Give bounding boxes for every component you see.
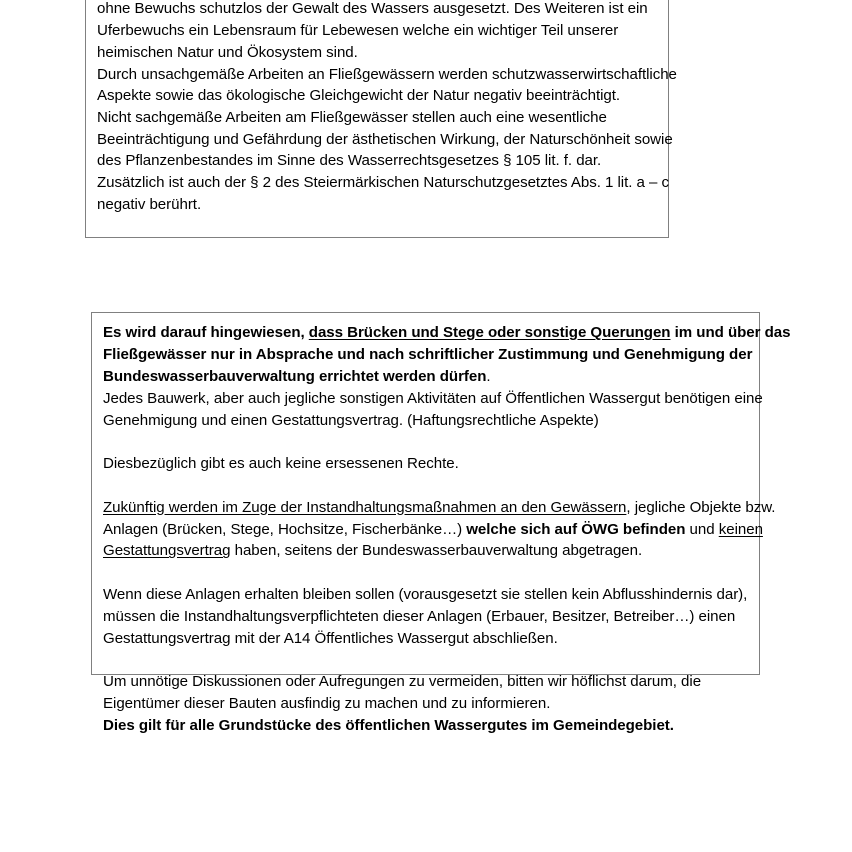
text-run: Bundeswasserbauverwaltung errichtet werden dürfen bbox=[103, 367, 487, 385]
notice-paragraph-2 bbox=[103, 388, 763, 432]
text-line: Nicht sachgemäße Arbeiten am Fließgewässer stellen auch eine wesentliche bbox=[97, 108, 607, 126]
notice-paragraph-1 bbox=[103, 322, 791, 388]
text-line bbox=[103, 497, 776, 519]
notice-paragraph-6 bbox=[103, 671, 749, 737]
paragraph-spacer bbox=[103, 650, 749, 672]
text-run-bold: welche sich auf ÖWG befinden bbox=[466, 520, 686, 538]
text-line: heimischen Natur und Ökosystem sind. bbox=[97, 43, 358, 61]
text-line bbox=[103, 519, 763, 541]
paragraph-spacer bbox=[103, 562, 749, 584]
notice-box-bridges-and-crossings bbox=[91, 312, 791, 735]
paragraph-spacer bbox=[103, 475, 749, 497]
notice-paragraph-5 bbox=[103, 584, 749, 650]
text-line: Jedes Bauwerk, aber auch jegliche sonstigen Aktivitäten auf Öffentlichen Wassergut benötigen eine bbox=[103, 389, 763, 407]
text-run: . bbox=[486, 367, 491, 385]
text-line: Wenn diese Anlagen erhalten bleiben sollen (vorausgesetzt sie stellen kein Abflusshindernis dar), bbox=[103, 585, 748, 603]
text-line bbox=[103, 322, 791, 344]
text-line bbox=[103, 366, 749, 388]
text-line: Aspekte sowie das ökologische Gleichgewicht der Natur negativ beeinträchtigt. bbox=[97, 87, 621, 105]
text-run: Fließgewässer nur in Absprache und nach schriftlicher Zustimmung und Genehmigung der bbox=[103, 345, 753, 363]
text-line: negativ berührt. bbox=[97, 195, 202, 213]
text-run: , jegliche Objekte bzw. bbox=[626, 498, 776, 516]
text-line: ohne Bewuchs schutzlos der Gewalt des Wassers ausgesetzt. Des Weiteren ist ein bbox=[97, 0, 648, 18]
text-line: Durch unsachgemäße Arbeiten an Fließgewässern werden schutzwasserwirtschaftliche bbox=[97, 65, 677, 83]
text-line: müssen die Instandhaltungsverpflichteten dieser Anlagen (Erbauer, Besitzer, Betreiber…) einen bbox=[103, 607, 736, 625]
text-line-bold: Dies gilt für alle Grundstücke des öffentlichen Wassergutes im Gemeindegebiet. bbox=[103, 717, 674, 735]
text-run-underlined: Gestattungsvertrag bbox=[103, 542, 231, 560]
notice-paragraph-4 bbox=[103, 497, 776, 563]
text-line: Beeinträchtigung und Gefährdung der ästhetischen Wirkung, der Naturschönheit sowie bbox=[97, 130, 673, 148]
text-line: Gestattungsvertrag mit der A14 Öffentliches Wassergut abschließen. bbox=[103, 629, 558, 647]
text-line bbox=[103, 540, 749, 562]
text-line: Um unnötige Diskussionen oder Aufregungen zu vermeiden, bitten wir höflichst darum, die bbox=[103, 673, 702, 691]
text-run: Anlagen (Brücken, Stege, Hochsitze, Fischerbänke…) bbox=[103, 520, 467, 538]
text-run: und bbox=[685, 520, 719, 538]
text-run-underlined: keinen bbox=[718, 520, 763, 538]
text-line: Genehmigung und einen Gestattungsvertrag. (Haftungsrechtliche Aspekte) bbox=[103, 411, 599, 429]
box-one-paragraph bbox=[97, 0, 677, 215]
text-line bbox=[103, 344, 753, 366]
notice-paragraph-3 bbox=[103, 453, 749, 475]
info-box-environmental-aspects bbox=[85, 0, 677, 238]
text-line: Zusätzlich ist auch der § 2 des Steiermärkischen Naturschutzgesetztes Abs. 1 lit. a – c bbox=[97, 174, 669, 192]
text-line: des Pflanzenbestandes im Sinne des Wasserrechtsgesetzes § 105 lit. f. dar. bbox=[97, 152, 602, 170]
text-run-underlined: Zukünftig werden im Zuge der Instandhaltungsmaßnahmen an den Gewässern bbox=[103, 498, 627, 516]
text-run: im und über das bbox=[670, 324, 791, 341]
text-line: Uferbewuchs ein Lebensraum für Lebewesen welche ein wichtiger Teil unserer bbox=[97, 22, 619, 40]
text-line: Eigentümer dieser Bauten ausfindig zu machen und zu informieren. bbox=[103, 695, 551, 713]
text-run: haben, seitens der Bundeswasserbauverwaltung abgetragen. bbox=[230, 542, 643, 560]
text-line: Diesbezüglich gibt es auch keine ersessenen Rechte. bbox=[103, 455, 459, 473]
text-run-underlined: dass Brücken und Stege oder sonstige Querungen bbox=[308, 324, 671, 341]
text-run: Es wird darauf hingewiesen, bbox=[103, 324, 309, 341]
paragraph-spacer bbox=[103, 432, 749, 454]
